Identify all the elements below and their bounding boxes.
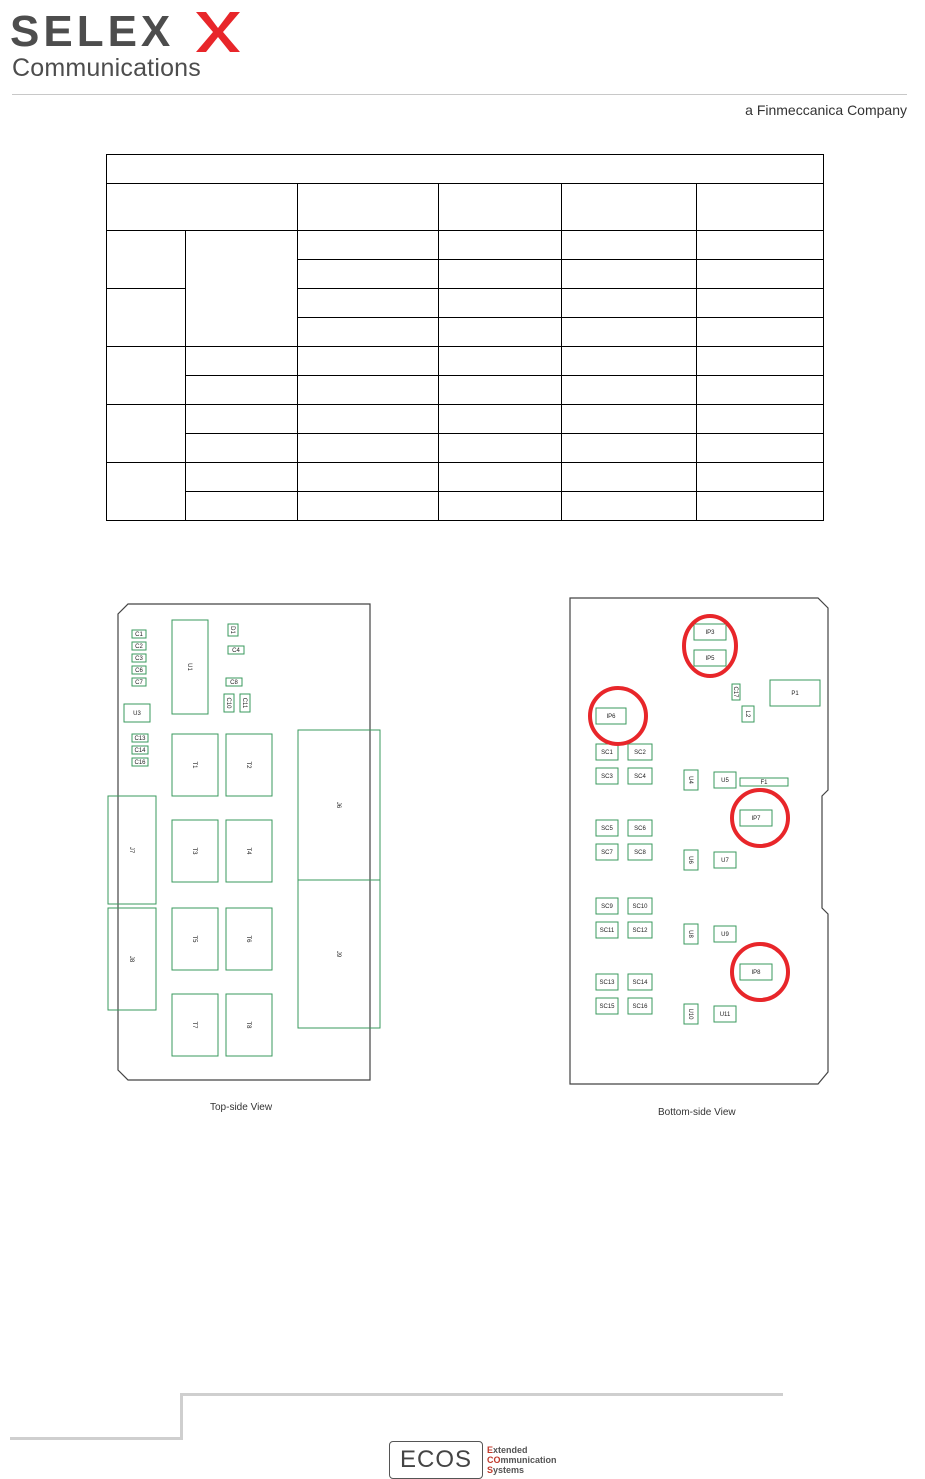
table-cell	[697, 463, 824, 492]
company-tagline: a Finmeccanica Company	[745, 102, 907, 118]
cap-label: C17	[732, 686, 738, 698]
ip3-label: IP3	[705, 630, 715, 636]
highlight-circle	[590, 688, 646, 744]
transformer-label: T1	[191, 761, 197, 769]
cap-label: C7	[135, 680, 143, 686]
ic-label: U7	[721, 858, 729, 864]
table-cell	[697, 318, 824, 347]
transformer-label: T6	[245, 935, 251, 943]
ic-label: U9	[721, 932, 729, 938]
sc-label: SC7	[601, 850, 613, 856]
table-cell	[439, 318, 562, 347]
table-cell	[186, 434, 298, 463]
sc-label: SC15	[599, 1004, 615, 1010]
cap-label: C13	[134, 736, 146, 742]
connector-j6-label: J6	[335, 801, 341, 809]
table-cell	[186, 405, 298, 434]
ip5-label: IP5	[705, 656, 715, 662]
table-cell	[298, 231, 439, 260]
table-cell	[439, 231, 562, 260]
connector-j8-label: J8	[128, 955, 134, 963]
table-cell	[298, 434, 439, 463]
table-cell	[562, 318, 697, 347]
transformer-label: T7	[191, 1021, 197, 1029]
transformer-label: T4	[245, 847, 251, 855]
board-outline	[570, 598, 828, 1084]
table-cell	[439, 376, 562, 405]
table-cell	[298, 260, 439, 289]
table-title-cell	[107, 155, 824, 184]
table-cell	[562, 463, 697, 492]
sc-label: SC8	[634, 850, 646, 856]
table-cell	[186, 376, 298, 405]
table-cell	[107, 347, 186, 405]
table-cell	[562, 434, 697, 463]
table-cell	[562, 347, 697, 376]
table-cell	[697, 231, 824, 260]
ecos-tagline-1: Extended	[487, 1445, 528, 1455]
inductor-label: L2	[744, 710, 750, 718]
table-header-cell	[107, 184, 298, 231]
cap-label: C3	[135, 656, 143, 662]
ic-u3-label: U3	[133, 711, 141, 717]
cap-label: C6	[135, 668, 143, 674]
sc-label: SC12	[632, 928, 648, 934]
selex-logo	[10, 8, 240, 52]
transformer-label: T5	[191, 935, 197, 943]
table-cell	[697, 434, 824, 463]
diode-label: D1	[229, 626, 235, 634]
sc-label: SC11	[599, 928, 615, 934]
sc-label: SC14	[632, 980, 648, 986]
table-header-cell	[439, 184, 562, 231]
table-cell	[562, 260, 697, 289]
cap-label: C4	[232, 648, 240, 654]
table-cell	[439, 405, 562, 434]
cap-label: C16	[134, 760, 146, 766]
logo-x-mark	[196, 12, 240, 52]
bottom-side-board	[560, 590, 840, 1090]
ecos-logo: ECOS	[389, 1441, 483, 1479]
table-cell	[562, 405, 697, 434]
table-cell	[439, 289, 562, 318]
ic-label: U4	[687, 776, 693, 784]
table-cell	[298, 405, 439, 434]
footer-rule	[10, 1437, 183, 1440]
connector-j7-label: J7	[128, 846, 134, 854]
table-cell	[697, 376, 824, 405]
table-cell	[562, 289, 697, 318]
table-cell	[107, 405, 186, 463]
table-cell	[298, 318, 439, 347]
sc-label: SC2	[634, 750, 646, 756]
table-cell	[298, 376, 439, 405]
ic-label: U6	[687, 856, 693, 864]
ic-label: U10	[687, 1008, 693, 1020]
table-cell	[186, 463, 298, 492]
table-cell	[186, 347, 298, 376]
table-cell	[562, 376, 697, 405]
table-cell	[562, 231, 697, 260]
footer-rule	[180, 1393, 783, 1396]
table-cell	[562, 492, 697, 521]
sc-label: SC4	[634, 774, 646, 780]
top-components	[108, 620, 380, 1056]
table-cell	[439, 434, 562, 463]
connector-p1-label: P1	[791, 691, 799, 697]
table-cell	[439, 463, 562, 492]
footer-rule	[180, 1393, 183, 1440]
ip6-label: IP6	[606, 714, 616, 720]
fuse-label: F1	[760, 780, 768, 786]
table-cell	[107, 289, 186, 347]
table-header-cell	[298, 184, 439, 231]
table-cell	[298, 347, 439, 376]
ecos-tagline-2: COmmunication	[487, 1455, 557, 1465]
table-header-cell	[697, 184, 824, 231]
ic-u1-label: U1	[186, 663, 192, 671]
table-cell	[697, 492, 824, 521]
sc-label: SC16	[632, 1004, 648, 1010]
sc-label: SC6	[634, 826, 646, 832]
highlight-circles	[590, 616, 788, 1000]
cap-label: C8	[230, 680, 238, 686]
table-cell	[439, 260, 562, 289]
connector-j9-label: J9	[335, 950, 341, 958]
table-cell	[298, 289, 439, 318]
cap-label: C10	[225, 697, 231, 709]
table-cell	[107, 463, 186, 521]
sc-label: SC5	[601, 826, 613, 832]
table-cell	[186, 492, 298, 521]
sc-label: SC3	[601, 774, 613, 780]
table-cell	[697, 405, 824, 434]
top-side-board	[100, 596, 390, 1088]
table-cell	[186, 231, 298, 347]
highlight-circle	[684, 616, 736, 676]
transformer-label: T2	[245, 761, 251, 769]
cap-label: C1	[135, 632, 143, 638]
table-cell	[697, 289, 824, 318]
logo-subtitle: Communications	[12, 54, 201, 82]
logo-letters: SELEX	[10, 8, 175, 52]
ic-label: U8	[687, 930, 693, 938]
sc-label: SC9	[601, 904, 613, 910]
sc-label: SC10	[632, 904, 648, 910]
table-cell	[439, 492, 562, 521]
ecos-tagline-3: Systems	[487, 1465, 525, 1475]
sc-label: SC1	[601, 750, 613, 756]
transformer-label: T8	[245, 1021, 251, 1029]
ip7-label: IP7	[751, 816, 761, 822]
bottom-view-label: Bottom-side View	[658, 1107, 736, 1118]
table-cell	[107, 231, 186, 289]
table-header-cell	[562, 184, 697, 231]
table-cell	[697, 260, 824, 289]
ip8-label: IP8	[751, 970, 761, 976]
ic-label: U5	[721, 778, 729, 784]
table-cell	[697, 347, 824, 376]
ic-label: U11	[719, 1012, 731, 1018]
cap-label: C11	[241, 697, 247, 709]
cap-label: C2	[135, 644, 143, 650]
table-cell	[298, 463, 439, 492]
transformer-label: T3	[191, 847, 197, 855]
header-divider	[12, 94, 907, 95]
top-view-label: Top-side View	[210, 1102, 273, 1113]
spec-table	[106, 154, 824, 521]
table-cell	[439, 347, 562, 376]
cap-label: C14	[134, 748, 146, 754]
table-cell	[298, 492, 439, 521]
sc-label: SC13	[599, 980, 615, 986]
